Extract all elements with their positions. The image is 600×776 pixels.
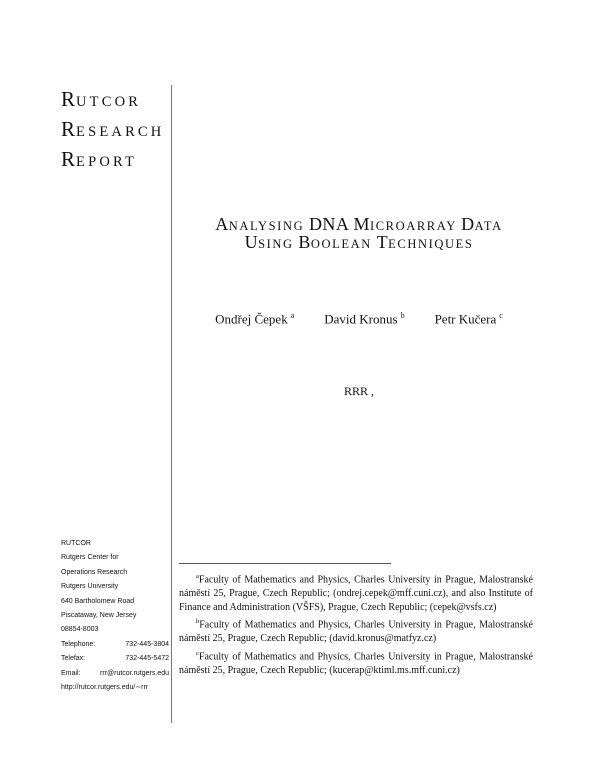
vertical-divider [171, 85, 172, 723]
author-3: Petr Kučera $^c$ [434, 311, 503, 327]
author-list [172, 311, 546, 327]
website-link[interactable]: http://rutcor.rutgers.edu/∼rrr [61, 684, 149, 692]
logo-line-research: RESEARCH [61, 117, 165, 141]
address-line: Rutgers University [61, 583, 119, 591]
rutcor-address-block [61, 537, 169, 695]
rutcor-research-report-logo [61, 86, 164, 176]
footnote-b: $^b$Faculty of Mathematics and Physics, Charles University in Prague, Malostranské náměstí 25, Prague, Czech Republic; (david.kronus@matfyz.cz) [179, 618, 533, 645]
address-line: Rutgers Center for [61, 554, 119, 562]
author-1: Ondřej Čepek $^a$ [215, 311, 295, 327]
address-line: Piscataway, New Jersey [61, 612, 137, 620]
paper-title [172, 216, 546, 252]
address-line: 08854-8003 [61, 626, 99, 634]
footnote-c: $^c$Faculty of Mathematics and Physics, Charles University in Prague, Malostranské náměstí 25, Prague, Czech Republic; (kucerap@ktiml.ms.mff.cuni.cz) [179, 649, 533, 676]
title-line-2: USING BOOLEAN TECHNIQUES [244, 232, 474, 252]
address-line: Operations Research [61, 568, 128, 576]
email-link[interactable]: rrr@rutcor.rutgers.edu [100, 669, 169, 677]
address-line: RUTCOR [61, 540, 91, 547]
footnote-a: $^a$Faculty of Mathematics and Physics, Charles University in Prague, Malostranské náměstí 25, Prague, Czech Republic; (ondrej.cepek@mff.cuni.cz), and also Institute of Finance and Administration (VŠFS), Prague, Czech Republic; (cepek@vsfs.cz) [179, 573, 533, 613]
report-number: RRR , [343, 384, 374, 398]
telefax-row: Telefax: 732-445-5472 [61, 655, 169, 663]
footnotes [179, 570, 533, 678]
author-2: David Kronus $^b$ [324, 311, 405, 327]
address-line: 640 Bartholomew Road [61, 597, 135, 605]
logo-line-report: REPORT [61, 147, 138, 171]
footnote-rule [179, 563, 391, 564]
telephone-row: Telephone: 732-445-3804 [61, 640, 169, 648]
email-row: Email: rrr@rutcor.rutgers.edu [61, 667, 169, 681]
logo-line-rutcor: RUTCOR [61, 87, 142, 111]
title-line-1: ANALYSING DNA MICROARRAY DATA [215, 214, 503, 234]
